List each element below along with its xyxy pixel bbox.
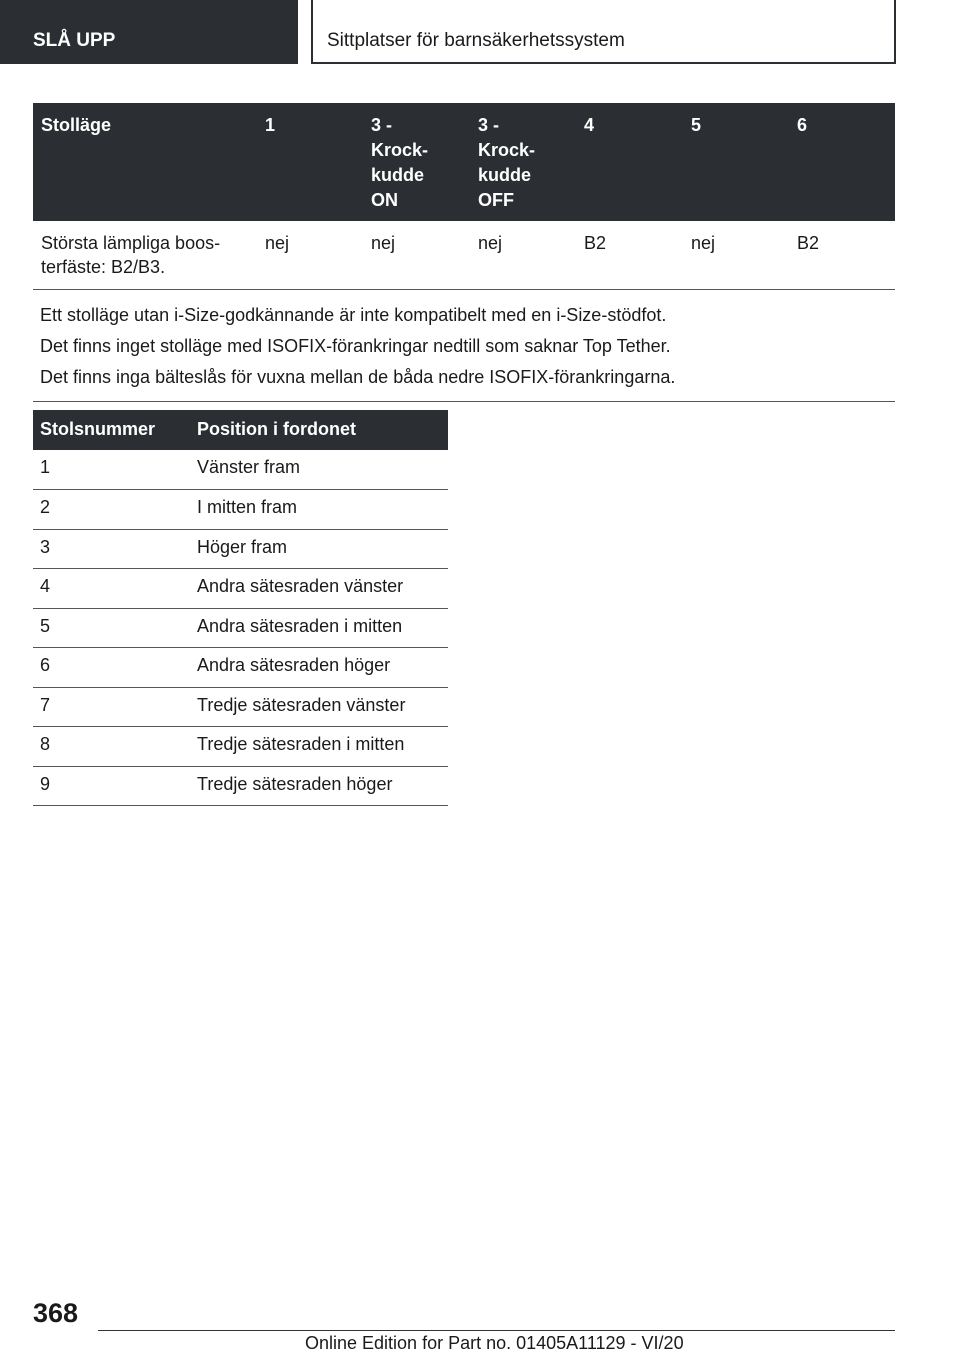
table-cell: nej <box>470 221 576 290</box>
table-header-row <box>33 103 895 221</box>
note-line: Det finns inga bälteslås för vuxna mellan de båda nedre ISOFIX-förankringarna. <box>40 367 676 387</box>
header-cell: 4 <box>576 103 683 221</box>
table-cell: 3 <box>33 529 190 569</box>
notes-row <box>33 290 895 402</box>
table-cell: 1 <box>33 450 190 490</box>
header-cell: 1 <box>257 103 363 221</box>
section-tab: SLÅ UPP <box>0 0 298 64</box>
table-cell: 2 <box>33 490 190 530</box>
table-row <box>33 608 448 648</box>
table-cell: Tredje sätesraden i mitten <box>190 727 448 767</box>
seat-position-table <box>33 103 895 402</box>
header-cell: Position i fordonet <box>190 410 448 450</box>
table-row <box>33 687 448 727</box>
table-cell: Tredje sätesraden höger <box>190 766 448 806</box>
note-line: Det finns inget stolläge med ISOFIX-förankringar nedtill som saknar Top Tether. <box>40 336 671 356</box>
table-cell: nej <box>683 221 789 290</box>
table-cell: Andra sätesraden vänster <box>190 569 448 609</box>
table-header-row <box>33 410 448 450</box>
table-cell: 7 <box>33 687 190 727</box>
header-cell: 3 - Krock- kudde OFF <box>470 103 576 221</box>
page-number: 368 <box>33 1298 79 1328</box>
table-cell: 9 <box>33 766 190 806</box>
table-cell: I mitten fram <box>190 490 448 530</box>
seat-number-table <box>33 410 448 806</box>
header-cell: 6 <box>789 103 895 221</box>
page-title: Sittplatser för barnsäkerhetssystem <box>311 0 896 64</box>
table-row <box>33 221 895 290</box>
table-cell: Andra sätesraden höger <box>190 648 448 688</box>
table-cell: B2 <box>789 221 895 290</box>
table-cell: Höger fram <box>190 529 448 569</box>
table-row <box>33 766 448 806</box>
table-cell: nej <box>363 221 470 290</box>
notes-cell <box>33 290 895 402</box>
footer-divider <box>98 1330 895 1331</box>
table-row <box>33 648 448 688</box>
header-cell: 3 - Krock- kudde ON <box>363 103 470 221</box>
header-cell: 5 <box>683 103 789 221</box>
table-cell: 8 <box>33 727 190 767</box>
table-cell: Vänster fram <box>190 450 448 490</box>
table-cell: 5 <box>33 608 190 648</box>
table-cell: B2 <box>576 221 683 290</box>
table-cell: 6 <box>33 648 190 688</box>
table-row <box>33 569 448 609</box>
table-row <box>33 529 448 569</box>
table-row <box>33 727 448 767</box>
table-cell: Största lämpliga boos- terfäste: B2/B3. <box>33 221 257 290</box>
table-row <box>33 450 448 490</box>
header-cell: Stolsnummer <box>33 410 190 450</box>
table-row <box>33 490 448 530</box>
table-cell: Andra sätesraden i mitten <box>190 608 448 648</box>
table-cell: Tredje sätesraden vänster <box>190 687 448 727</box>
footer-edition: Online Edition for Part no. 01405A11129 - VI/20 <box>305 1333 684 1353</box>
table-cell: 4 <box>33 569 190 609</box>
header-cell: Stolläge <box>33 103 257 221</box>
table-cell: nej <box>257 221 363 290</box>
note-line: Ett stolläge utan i-Size-godkännande är inte kompatibelt med en i-Size-stödfot. <box>40 305 667 325</box>
